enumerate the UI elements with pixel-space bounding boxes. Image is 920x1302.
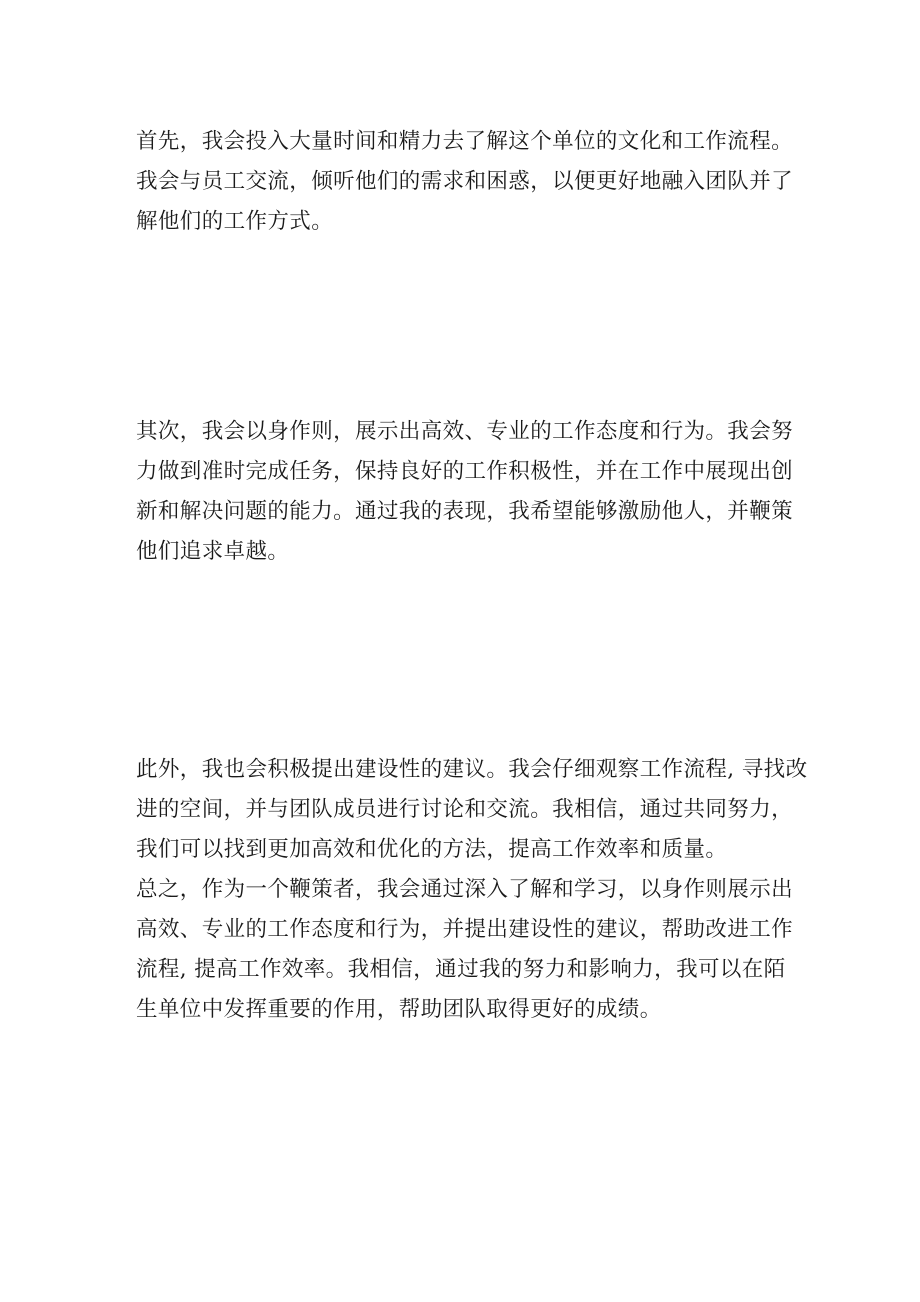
text-line: 他们追求卓越。 (136, 539, 290, 564)
paragraph-third (136, 750, 808, 870)
text-line: 此外，我也会积极提出建设性的建议。我会仔细观察工作流程, 寻找改 (136, 757, 808, 782)
text-line: 力做到准时完成任务，保持良好的工作积极性，并在工作中展现出创 (136, 459, 794, 484)
paragraph-first (136, 122, 796, 242)
text-line: 进的空间，并与团队成员进行讨论和交流。我相信，通过共同努力， (136, 797, 794, 822)
text-line: 首先，我会投入大量时间和精力去了解这个单位的文化和工作流程。 (136, 129, 794, 154)
text-line: 高效、专业的工作态度和行为，并提出建设性的建议，帮助改进工作 (136, 917, 794, 942)
text-line: 生单位中发挥重要的作用，帮助团队取得更好的成绩。 (136, 997, 662, 1022)
text-line: 其次，我会以身作则，展示出高效、专业的工作态度和行为。我会努 (136, 419, 794, 444)
text-line: 新和解决问题的能力。通过我的表现，我希望能够激励他人，并鞭策 (136, 499, 794, 524)
text-line: 总之，作为一个鞭策者，我会通过深入了解和学习，以身作则展示出 (136, 877, 794, 902)
paragraph-second (136, 412, 796, 572)
text-line: 我们可以找到更加高效和优化的方法，提高工作效率和质量。 (136, 837, 728, 862)
text-line: 解他们的工作方式。 (136, 209, 334, 234)
text-line: 流程, 提高工作效率。我相信，通过我的努力和影响力，我可以在陌 (136, 957, 786, 982)
text-line: 我会与员工交流，倾听他们的需求和困惑，以便更好地融入团队并了 (136, 169, 794, 194)
paragraph-conclusion (136, 870, 796, 1030)
